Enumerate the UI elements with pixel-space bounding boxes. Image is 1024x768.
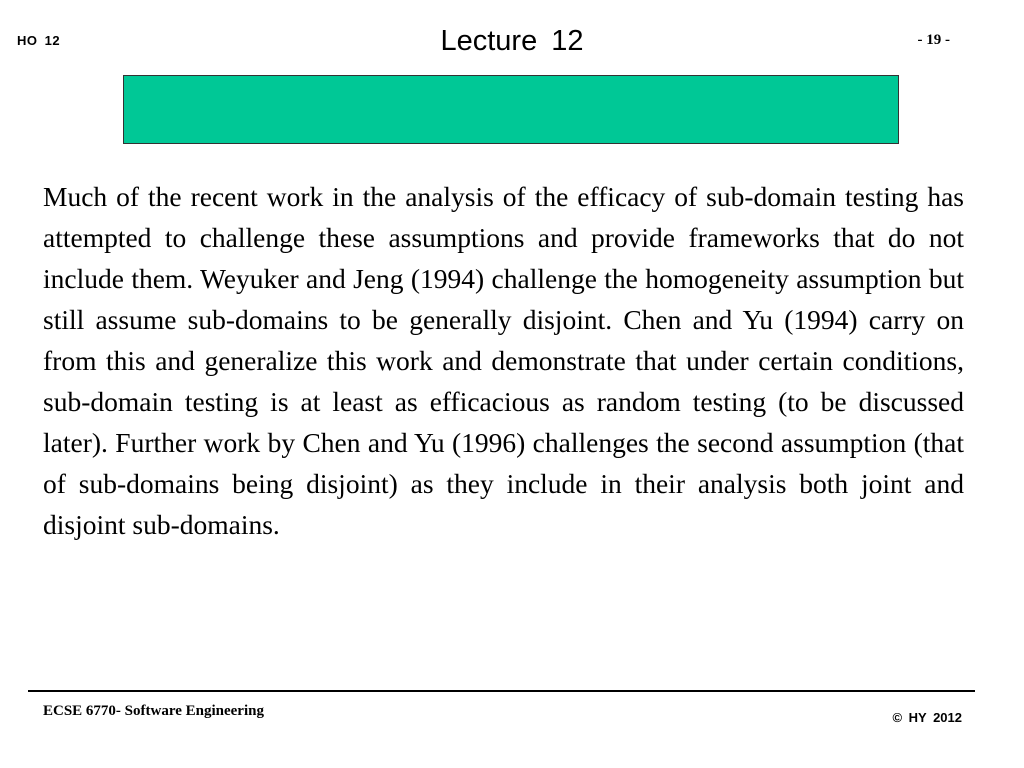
body-paragraph: Much of the recent work in the analysis of the efficacy of sub-domain testing has attempted to challenge these assumptions and provide frameworks that do not include them. Weyuker and Jeng (1994) challenge the homogeneity assumption but still assume sub-domains to be generally disjoint. Chen and Yu (1994) carry on from this and generalize this work and demonstrate that under certain conditions, sub-domain testing is at least as efficacious as random testing (to be discussed later). Further work by Chen and Yu (1996) challenges the second assumption (that of sub-domains being disjoint) as they include in their analysis both joint and disjoint sub-domains. xyxy=(43,181,964,540)
page-number: - 19 - xyxy=(917,32,950,48)
copyright-notice: © HY 2012 xyxy=(892,710,962,725)
footer-divider xyxy=(28,690,975,692)
page-title: Lecture 12 xyxy=(440,25,584,57)
title-banner xyxy=(123,75,899,144)
course-name: ECSE 6770- Software Engineering xyxy=(43,703,264,719)
handout-number: HO 12 xyxy=(17,33,61,48)
